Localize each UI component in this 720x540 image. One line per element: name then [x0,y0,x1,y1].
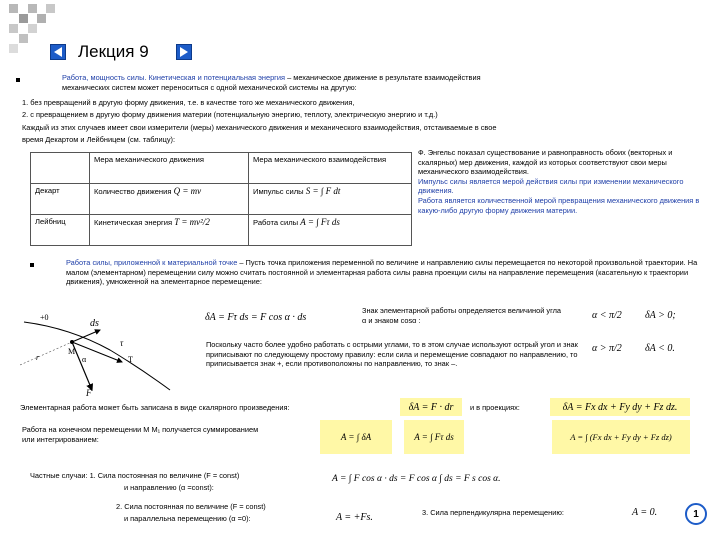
table-cell: Лейбниц [31,215,90,246]
condition-negative: α > π/2 [592,343,622,354]
engels-paragraph: Ф. Энгельс показал существование и равноправность обоих (векторных и скалярных) мер движения, каждой из которых соответствуют свои меры механического взаимодействия. [418,148,673,177]
diagram-label: ds [90,318,99,329]
elementary-work-formula: δA = Fτ ds = F cos α · ds [205,312,307,323]
measure-formula: T = mv²/2 [174,217,210,227]
intro-lead [62,73,662,83]
diagram-label: M [68,347,76,356]
table-row [31,184,412,215]
table-cell [90,184,249,215]
case-two-cont: и параллельна перемещению (α =0): [124,514,251,523]
decor-square [9,44,18,53]
table-cell [90,215,249,246]
table-cell [249,184,412,215]
decor-square [9,24,18,33]
force-diagram [20,310,185,400]
decor-square [19,34,28,43]
trajectory-curve [24,322,170,390]
scalar-formula: δA = F · dr [400,398,462,416]
diagram-label: F [86,388,92,398]
diagram-label: α [82,355,87,364]
intro-line: механических систем может переноситься с одной механической системы на другую: [62,83,357,92]
prev-slide-button[interactable] [50,44,66,60]
radius-vector [20,342,72,365]
arrow-right-icon [177,45,191,59]
measure-label: Импульс силы [253,187,304,196]
measure-formula: S = ∫ F dt [305,186,341,196]
arrow-left-icon [51,45,65,59]
table-header-cell [31,153,90,184]
measure-label: Количество движения [94,187,172,196]
bullet-icon [16,78,20,82]
decor-square [9,4,18,13]
measure-label: Работа силы [253,218,299,227]
diagram-label: T [128,355,133,364]
table-row [31,153,412,184]
decor-square [46,4,55,13]
engels-note [418,148,710,215]
case-three: 3. Сила перпендикулярна перемещению: [422,508,564,517]
bullet-icon [30,263,34,267]
ds-vector [72,330,100,342]
scalar-text: Элементарная работа может быть записана в виде скалярного произведения: [20,403,290,412]
case-two: 2. Сила постоянная по величине (F = const) [116,502,266,511]
decor-square [28,4,37,13]
intro-line: время Декартом и Лейбницем (см. таблицу): [22,135,176,144]
measure-formula: Q = mv [173,186,202,196]
finite-formula-xyz: A = ∫ (Fx dx + Fy dy + Fz dz) [552,420,690,454]
result-positive: δA > 0; [645,310,676,321]
point-m [70,340,74,344]
intro-lead-rest: – механическое движение в результате взаимодействия [285,73,481,82]
page-title: Лекция 9 [78,42,149,61]
table-row [31,215,412,246]
projection-text: и в проекциях: [470,403,520,412]
engels-paragraph: Работа является количественной мерой превращения механического движения в какую-либо другую форму движения материи. [418,195,700,215]
decor-square [37,14,46,23]
work-definition [66,258,706,287]
intro-heading: Работа, мощность силы. Кинетическая и потенциальная энергия [62,73,286,82]
finite-formula-sum: A = ∫ δA [320,420,392,454]
intro-item: 1. без превращений в другую форму движения, т.е. в качестве того же механического движения, [22,98,355,107]
finite-text: Работа на конечном перемещении M M₁ получается суммированием или интегрированием: [22,425,259,444]
work-heading: Работа силы, приложенной к материальной точке [66,258,238,267]
table-cell: Декарт [31,184,90,215]
table-header-cell: Мера механического взаимодействия [249,153,412,184]
case-one: Частные случаи: 1. Сила постоянная по величине (F = const) [30,471,240,480]
table-cell [249,215,412,246]
decor-square [28,24,37,33]
page-number: 1 [693,508,699,520]
sign-note: Знак элементарной работы определяется величиной угла α и знаком cosα : [362,306,562,325]
case-one-cont: и направлению (α =const): [124,483,214,492]
case-one-formula: A = ∫ F cos α · ds = F cos α ∫ ds = F s cos α. [332,474,501,484]
diagram-label: +0 [40,313,49,322]
intro-item: 2. с превращением в другую форму движения материи (потенциальную энергию, теплоту, электрическую энергию и т.д.) [22,110,438,119]
next-slide-button[interactable] [176,44,192,60]
decor-square [19,14,28,23]
diagram-label: τ [120,338,124,348]
measures-table [30,152,412,246]
intro-line: Каждый из этих случаев имеет свои измерители (меры) механического движения и механического взаимодействия, отстаиваемые в свое [22,123,497,132]
case-two-formula: A = +Fs. [336,512,373,523]
angle-rule: Поскольку часто более удобно работать с острыми углами, то в этом случае используют острый угол и знак приписывают по следующему простому правилу: если сила и перемещение совпадают по направлению, то приписывается знак +, если противоположны по направлению, то знак –. [206,340,578,369]
page-number-badge [685,503,707,525]
projection-formula: δA = Fx dx + Fy dy + Fz dz. [550,398,690,416]
work-text: – Пусть точка приложения переменной по величине и направлению силы перемещается по некоторой произвольной траектории. На малом (элементарном) перемещении силу можно считать постоянной и элементарная работа силы равна проекции силы на направление перемещения (касательную к траектории движения), умноженной на элементарное перемещение: [66,258,698,287]
condition-positive: α < π/2 [592,310,622,321]
measure-label: Кинетическая энергия [94,218,173,227]
engels-paragraph: Импульс силы является мерой действия силы при изменении механического движения. [418,176,684,196]
case-three-formula: A = 0. [632,507,658,518]
table-header-cell: Мера механического движения [90,153,249,184]
diagram-label: r [36,353,40,362]
result-negative: δA < 0. [645,343,675,354]
measure-formula: A = ∫ Fτ ds [300,217,340,227]
finite-formula-tau: A = ∫ Fτ ds [404,420,464,454]
